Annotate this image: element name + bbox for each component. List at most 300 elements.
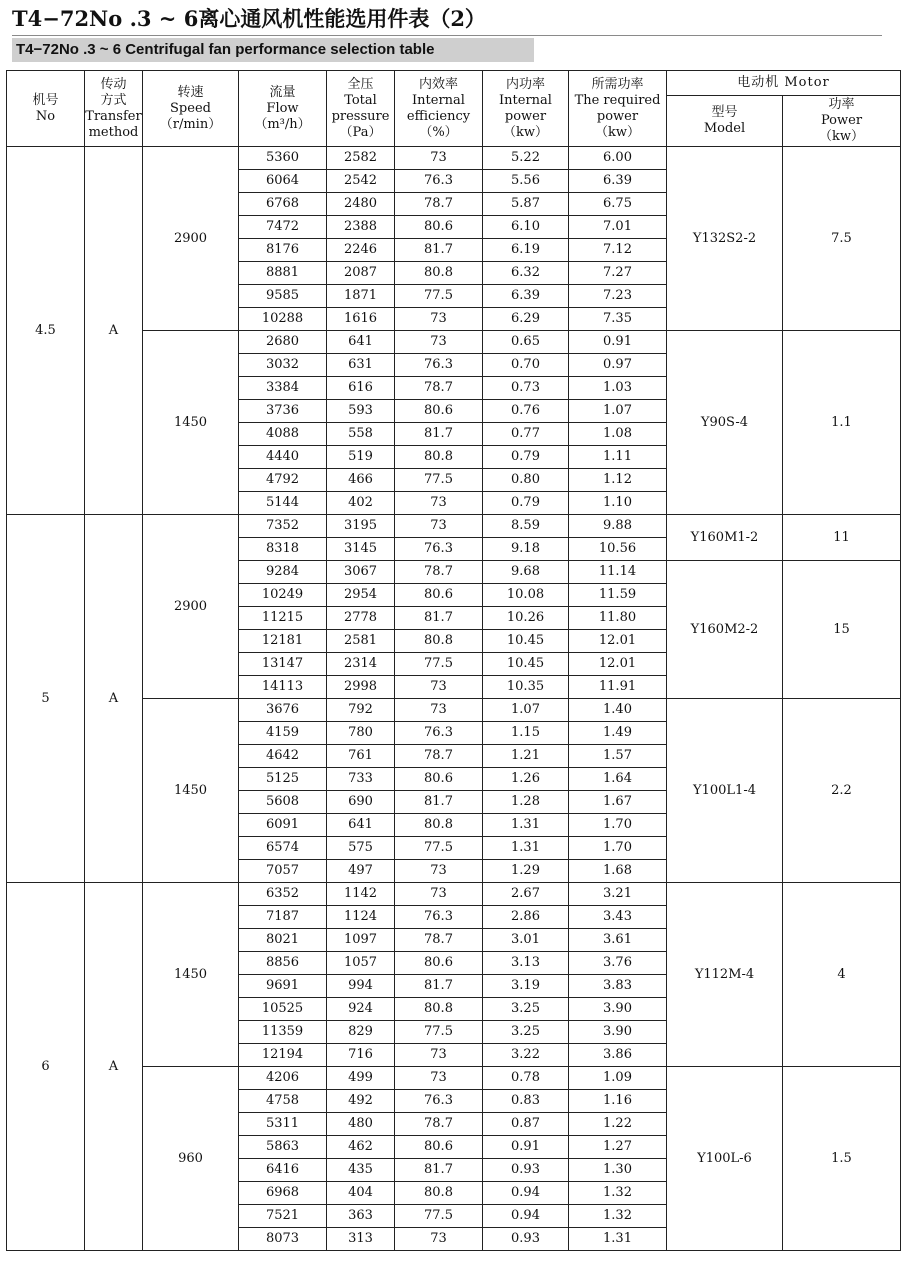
cell-efficiency: 77.5 <box>395 653 483 676</box>
cell-flow: 11359 <box>239 1021 327 1044</box>
cell-required-power: 1.32 <box>569 1182 667 1205</box>
cell-efficiency: 73 <box>395 1228 483 1251</box>
cell-required-power: 1.16 <box>569 1090 667 1113</box>
cell-pressure: 2778 <box>327 607 395 630</box>
cell-internal-power: 1.31 <box>483 837 569 860</box>
cell-flow: 4159 <box>239 722 327 745</box>
cell-internal-power: 1.28 <box>483 791 569 814</box>
cell-internal-power: 3.25 <box>483 1021 569 1044</box>
cell-internal-power: 0.93 <box>483 1228 569 1251</box>
cell-flow: 6768 <box>239 193 327 216</box>
header-no-cn: 机号 <box>32 92 59 108</box>
cell-motor-model: Y160M2-2 <box>667 561 783 699</box>
cell-flow: 3384 <box>239 377 327 400</box>
cell-required-power: 7.23 <box>569 285 667 308</box>
cell-pressure: 593 <box>327 400 395 423</box>
header-required-power <box>569 71 667 147</box>
cell-pressure: 2314 <box>327 653 395 676</box>
cell-pressure: 994 <box>327 975 395 998</box>
cell-internal-power: 1.21 <box>483 745 569 768</box>
cell-internal-power: 0.94 <box>483 1182 569 1205</box>
cell-flow: 7352 <box>239 515 327 538</box>
cell-efficiency: 77.5 <box>395 469 483 492</box>
table-row <box>7 147 901 170</box>
cell-pressure: 1616 <box>327 308 395 331</box>
cell-efficiency: 77.5 <box>395 1021 483 1044</box>
cell-required-power: 1.03 <box>569 377 667 400</box>
header-model-cn: 型号 <box>711 105 738 120</box>
cell-efficiency: 80.8 <box>395 998 483 1021</box>
cell-pressure: 641 <box>327 331 395 354</box>
cell-pressure: 690 <box>327 791 395 814</box>
header-motor-power <box>783 96 901 147</box>
header-internal-power-en-2: power <box>504 108 547 124</box>
cell-flow: 3032 <box>239 354 327 377</box>
cell-flow: 4642 <box>239 745 327 768</box>
cell-efficiency: 81.7 <box>395 1159 483 1182</box>
cell-pressure: 1871 <box>327 285 395 308</box>
cell-required-power: 3.90 <box>569 998 667 1021</box>
cell-internal-power: 1.26 <box>483 768 569 791</box>
cell-efficiency: 73 <box>395 860 483 883</box>
cell-required-power: 1.27 <box>569 1136 667 1159</box>
cell-flow: 2680 <box>239 331 327 354</box>
cell-internal-power: 6.29 <box>483 308 569 331</box>
header-internal-power-en: Internal <box>499 92 552 108</box>
cell-flow: 6064 <box>239 170 327 193</box>
cell-efficiency: 80.6 <box>395 400 483 423</box>
cell-pressure: 2581 <box>327 630 395 653</box>
cell-speed: 2900 <box>143 147 239 331</box>
cell-flow: 10288 <box>239 308 327 331</box>
cell-flow: 10249 <box>239 584 327 607</box>
header-row-1 <box>7 71 901 96</box>
cell-required-power: 7.12 <box>569 239 667 262</box>
cell-internal-power: 0.93 <box>483 1159 569 1182</box>
cell-pressure: 575 <box>327 837 395 860</box>
cell-internal-power: 9.18 <box>483 538 569 561</box>
cell-flow: 4440 <box>239 446 327 469</box>
cell-pressure: 733 <box>327 768 395 791</box>
header-model-en: Model <box>703 121 746 136</box>
cell-internal-power: 6.19 <box>483 239 569 262</box>
cell-internal-power: 0.80 <box>483 469 569 492</box>
header-required-power-en: The required <box>574 92 661 108</box>
cell-efficiency: 81.7 <box>395 607 483 630</box>
cell-flow: 11215 <box>239 607 327 630</box>
cell-internal-power: 2.86 <box>483 906 569 929</box>
header-motor: 电动机 Motor <box>667 71 901 96</box>
cell-speed: 2900 <box>143 515 239 699</box>
header-efficiency-cn: 内效率 <box>418 76 458 92</box>
table-row <box>7 883 901 906</box>
cell-efficiency: 76.3 <box>395 906 483 929</box>
cell-fan-no: 4.5 <box>7 147 85 515</box>
cell-internal-power: 2.67 <box>483 883 569 906</box>
header-model <box>667 96 783 147</box>
cell-pressure: 499 <box>327 1067 395 1090</box>
cell-internal-power: 0.77 <box>483 423 569 446</box>
cell-internal-power: 0.83 <box>483 1090 569 1113</box>
cell-motor-model: Y100L1-4 <box>667 699 783 883</box>
cell-pressure: 1124 <box>327 906 395 929</box>
cell-required-power: 1.32 <box>569 1205 667 1228</box>
header-required-power-cn: 所需功率 <box>591 76 644 92</box>
cell-transfer: A <box>85 515 143 883</box>
cell-efficiency: 78.7 <box>395 745 483 768</box>
cell-internal-power: 5.22 <box>483 147 569 170</box>
cell-efficiency: 77.5 <box>395 1205 483 1228</box>
table-row <box>7 515 901 538</box>
cell-required-power: 3.90 <box>569 1021 667 1044</box>
cell-internal-power: 3.22 <box>483 1044 569 1067</box>
cell-pressure: 2542 <box>327 170 395 193</box>
cell-internal-power: 1.29 <box>483 860 569 883</box>
cell-internal-power: 5.56 <box>483 170 569 193</box>
cell-internal-power: 3.19 <box>483 975 569 998</box>
cell-required-power: 0.97 <box>569 354 667 377</box>
cell-pressure: 435 <box>327 1159 395 1182</box>
cell-pressure: 2087 <box>327 262 395 285</box>
cell-flow: 5608 <box>239 791 327 814</box>
cell-internal-power: 3.13 <box>483 952 569 975</box>
cell-required-power: 1.67 <box>569 791 667 814</box>
cell-internal-power: 0.70 <box>483 354 569 377</box>
cell-required-power: 3.21 <box>569 883 667 906</box>
page-title: T4−72No .3 ~ 6离心通风机性能选用件表（2） <box>12 6 486 31</box>
cell-internal-power: 3.01 <box>483 929 569 952</box>
cell-required-power: 1.22 <box>569 1113 667 1136</box>
cell-required-power: 7.35 <box>569 308 667 331</box>
cell-required-power: 1.10 <box>569 492 667 515</box>
cell-internal-power: 10.08 <box>483 584 569 607</box>
cell-motor-power: 4 <box>783 883 901 1067</box>
header-flow-unit: （m³/h） <box>254 116 311 132</box>
cell-flow: 5360 <box>239 147 327 170</box>
cell-required-power: 3.76 <box>569 952 667 975</box>
cell-internal-power: 1.15 <box>483 722 569 745</box>
cell-motor-power: 11 <box>783 515 901 561</box>
cell-required-power: 12.01 <box>569 653 667 676</box>
cell-pressure: 313 <box>327 1228 395 1251</box>
cell-pressure: 3067 <box>327 561 395 584</box>
cell-flow: 5863 <box>239 1136 327 1159</box>
cell-efficiency: 73 <box>395 699 483 722</box>
cell-required-power: 3.83 <box>569 975 667 998</box>
cell-motor-model: Y90S-4 <box>667 331 783 515</box>
cell-internal-power: 0.76 <box>483 400 569 423</box>
cell-pressure: 2998 <box>327 676 395 699</box>
cell-efficiency: 80.6 <box>395 584 483 607</box>
cell-speed: 1450 <box>143 331 239 515</box>
cell-pressure: 829 <box>327 1021 395 1044</box>
cell-required-power: 1.30 <box>569 1159 667 1182</box>
cell-required-power: 7.27 <box>569 262 667 285</box>
cell-efficiency: 78.7 <box>395 929 483 952</box>
table-body <box>7 147 901 1251</box>
cell-flow: 8856 <box>239 952 327 975</box>
cell-flow: 5144 <box>239 492 327 515</box>
header-pressure-en-2: pressure <box>331 108 390 124</box>
cell-motor-model: Y160M1-2 <box>667 515 783 561</box>
header-transfer-cn: 传动 <box>100 76 127 92</box>
cell-internal-power: 10.45 <box>483 630 569 653</box>
cell-internal-power: 0.94 <box>483 1205 569 1228</box>
cell-pressure: 616 <box>327 377 395 400</box>
cell-pressure: 2480 <box>327 193 395 216</box>
cell-efficiency: 80.6 <box>395 952 483 975</box>
cell-pressure: 402 <box>327 492 395 515</box>
cell-motor-model: Y100L-6 <box>667 1067 783 1251</box>
cell-flow: 3736 <box>239 400 327 423</box>
cell-flow: 10525 <box>239 998 327 1021</box>
cell-required-power: 1.09 <box>569 1067 667 1090</box>
cell-internal-power: 6.10 <box>483 216 569 239</box>
cell-flow: 6416 <box>239 1159 327 1182</box>
cell-speed: 1450 <box>143 699 239 883</box>
cell-pressure: 462 <box>327 1136 395 1159</box>
cell-flow: 5125 <box>239 768 327 791</box>
cell-flow: 7187 <box>239 906 327 929</box>
cell-internal-power: 0.73 <box>483 377 569 400</box>
cell-pressure: 761 <box>327 745 395 768</box>
header-transfer-cn-2: 方式 <box>100 92 127 108</box>
cell-flow: 12181 <box>239 630 327 653</box>
cell-efficiency: 81.7 <box>395 791 483 814</box>
cell-speed: 1450 <box>143 883 239 1067</box>
cell-efficiency: 73 <box>395 492 483 515</box>
cell-flow: 6968 <box>239 1182 327 1205</box>
cell-flow: 8021 <box>239 929 327 952</box>
cell-efficiency: 76.3 <box>395 722 483 745</box>
cell-efficiency: 73 <box>395 1067 483 1090</box>
cell-efficiency: 78.7 <box>395 561 483 584</box>
cell-required-power: 9.88 <box>569 515 667 538</box>
cell-required-power: 3.86 <box>569 1044 667 1067</box>
header-efficiency-unit: （%） <box>419 124 458 140</box>
cell-pressure: 780 <box>327 722 395 745</box>
cell-required-power: 1.31 <box>569 1228 667 1251</box>
cell-pressure: 1097 <box>327 929 395 952</box>
header-flow <box>239 71 327 147</box>
header-speed-unit: （r/min） <box>159 116 222 132</box>
cell-pressure: 641 <box>327 814 395 837</box>
cell-pressure: 924 <box>327 998 395 1021</box>
header-pressure <box>327 71 395 147</box>
cell-required-power: 3.61 <box>569 929 667 952</box>
cell-internal-power: 1.07 <box>483 699 569 722</box>
cell-flow: 8176 <box>239 239 327 262</box>
header-flow-cn: 流量 <box>269 84 296 100</box>
cell-motor-model: Y112M-4 <box>667 883 783 1067</box>
cell-flow: 4088 <box>239 423 327 446</box>
cell-internal-power: 1.31 <box>483 814 569 837</box>
cell-internal-power: 3.25 <box>483 998 569 1021</box>
cell-internal-power: 0.78 <box>483 1067 569 1090</box>
header-transfer-en: Transfer <box>85 108 142 124</box>
cell-pressure: 363 <box>327 1205 395 1228</box>
header-motor-power-unit: （kw） <box>819 129 865 144</box>
cell-required-power: 11.59 <box>569 584 667 607</box>
cell-internal-power: 10.45 <box>483 653 569 676</box>
cell-transfer: A <box>85 147 143 515</box>
cell-flow: 7057 <box>239 860 327 883</box>
cell-required-power: 1.12 <box>569 469 667 492</box>
header-efficiency-en: Internal <box>412 92 465 108</box>
cell-efficiency: 80.8 <box>395 1182 483 1205</box>
cell-fan-no: 6 <box>7 883 85 1251</box>
cell-required-power: 1.07 <box>569 400 667 423</box>
cell-efficiency: 76.3 <box>395 538 483 561</box>
cell-required-power: 11.91 <box>569 676 667 699</box>
cell-required-power: 6.39 <box>569 170 667 193</box>
cell-pressure: 404 <box>327 1182 395 1205</box>
header-efficiency <box>395 71 483 147</box>
cell-flow: 4792 <box>239 469 327 492</box>
header-flow-en: Flow <box>266 100 299 116</box>
cell-efficiency: 78.7 <box>395 377 483 400</box>
cell-required-power: 1.40 <box>569 699 667 722</box>
cell-motor-power: 1.1 <box>783 331 901 515</box>
page-subtitle: T4−72No .3 ~ 6 Centrifugal fan performance selection table <box>12 38 534 62</box>
header-internal-power-unit: （kw） <box>502 124 548 140</box>
cell-flow: 5311 <box>239 1113 327 1136</box>
cell-pressure: 3145 <box>327 538 395 561</box>
header-internal-power <box>483 71 569 147</box>
header-pressure-en: Total <box>344 92 377 108</box>
cell-efficiency: 77.5 <box>395 837 483 860</box>
cell-flow: 8073 <box>239 1228 327 1251</box>
cell-internal-power: 0.91 <box>483 1136 569 1159</box>
cell-required-power: 1.57 <box>569 745 667 768</box>
cell-pressure: 558 <box>327 423 395 446</box>
cell-pressure: 2954 <box>327 584 395 607</box>
cell-internal-power: 5.87 <box>483 193 569 216</box>
cell-flow: 8881 <box>239 262 327 285</box>
header-transfer-en-2: method <box>88 124 139 140</box>
cell-pressure: 2388 <box>327 216 395 239</box>
cell-flow: 6091 <box>239 814 327 837</box>
table-header <box>7 71 901 147</box>
cell-required-power: 3.43 <box>569 906 667 929</box>
cell-pressure: 492 <box>327 1090 395 1113</box>
cell-internal-power: 0.65 <box>483 331 569 354</box>
cell-flow: 9585 <box>239 285 327 308</box>
cell-required-power: 1.70 <box>569 814 667 837</box>
cell-pressure: 497 <box>327 860 395 883</box>
cell-flow: 7472 <box>239 216 327 239</box>
cell-motor-model: Y132S2-2 <box>667 147 783 331</box>
cell-flow: 9284 <box>239 561 327 584</box>
cell-pressure: 1142 <box>327 883 395 906</box>
cell-flow: 12194 <box>239 1044 327 1067</box>
cell-efficiency: 78.7 <box>395 193 483 216</box>
header-no <box>7 71 85 147</box>
cell-required-power: 0.91 <box>569 331 667 354</box>
cell-efficiency: 80.6 <box>395 768 483 791</box>
cell-flow: 4206 <box>239 1067 327 1090</box>
cell-efficiency: 80.8 <box>395 262 483 285</box>
cell-required-power: 11.80 <box>569 607 667 630</box>
cell-motor-power: 2.2 <box>783 699 901 883</box>
cell-efficiency: 76.3 <box>395 170 483 193</box>
cell-internal-power: 8.59 <box>483 515 569 538</box>
cell-flow: 3676 <box>239 699 327 722</box>
cell-efficiency: 81.7 <box>395 239 483 262</box>
cell-required-power: 11.14 <box>569 561 667 584</box>
cell-required-power: 1.64 <box>569 768 667 791</box>
header-speed <box>143 71 239 147</box>
cell-required-power: 1.11 <box>569 446 667 469</box>
cell-efficiency: 73 <box>395 308 483 331</box>
cell-required-power: 1.49 <box>569 722 667 745</box>
cell-flow: 6574 <box>239 837 327 860</box>
header-pressure-cn: 全压 <box>347 76 374 92</box>
cell-efficiency: 73 <box>395 1044 483 1067</box>
cell-required-power: 1.08 <box>569 423 667 446</box>
header-speed-en: Speed <box>170 100 211 116</box>
header-internal-power-cn: 内功率 <box>505 76 545 92</box>
cell-flow: 13147 <box>239 653 327 676</box>
cell-efficiency: 73 <box>395 676 483 699</box>
cell-required-power: 1.68 <box>569 860 667 883</box>
header-efficiency-en-2: efficiency <box>406 108 471 124</box>
cell-flow: 9691 <box>239 975 327 998</box>
header-motor-power-en: Power <box>820 113 863 128</box>
cell-transfer: A <box>85 883 143 1251</box>
cell-speed: 960 <box>143 1067 239 1251</box>
cell-required-power: 12.01 <box>569 630 667 653</box>
cell-flow: 6352 <box>239 883 327 906</box>
cell-flow: 7521 <box>239 1205 327 1228</box>
cell-efficiency: 80.6 <box>395 1136 483 1159</box>
header-transfer <box>85 71 143 147</box>
cell-internal-power: 9.68 <box>483 561 569 584</box>
cell-flow: 8318 <box>239 538 327 561</box>
cell-internal-power: 10.26 <box>483 607 569 630</box>
cell-flow: 4758 <box>239 1090 327 1113</box>
cell-efficiency: 81.7 <box>395 423 483 446</box>
title-block <box>12 6 892 58</box>
cell-pressure: 1057 <box>327 952 395 975</box>
cell-efficiency: 73 <box>395 515 483 538</box>
cell-pressure: 519 <box>327 446 395 469</box>
cell-pressure: 480 <box>327 1113 395 1136</box>
header-speed-cn: 转速 <box>177 84 204 100</box>
cell-internal-power: 6.32 <box>483 262 569 285</box>
cell-required-power: 1.70 <box>569 837 667 860</box>
cell-required-power: 6.75 <box>569 193 667 216</box>
cell-efficiency: 78.7 <box>395 1113 483 1136</box>
cell-fan-no: 5 <box>7 515 85 883</box>
cell-efficiency: 80.6 <box>395 216 483 239</box>
cell-pressure: 631 <box>327 354 395 377</box>
cell-motor-power: 15 <box>783 561 901 699</box>
cell-internal-power: 6.39 <box>483 285 569 308</box>
header-no-en: No <box>35 108 56 124</box>
cell-efficiency: 80.8 <box>395 630 483 653</box>
cell-efficiency: 80.8 <box>395 814 483 837</box>
cell-required-power: 6.00 <box>569 147 667 170</box>
cell-internal-power: 0.87 <box>483 1113 569 1136</box>
cell-motor-power: 1.5 <box>783 1067 901 1251</box>
cell-efficiency: 73 <box>395 331 483 354</box>
header-pressure-unit: （Pa） <box>339 124 382 140</box>
cell-motor-power: 7.5 <box>783 147 901 331</box>
cell-efficiency: 73 <box>395 147 483 170</box>
header-required-power-unit: （kw） <box>594 124 640 140</box>
cell-efficiency: 73 <box>395 883 483 906</box>
